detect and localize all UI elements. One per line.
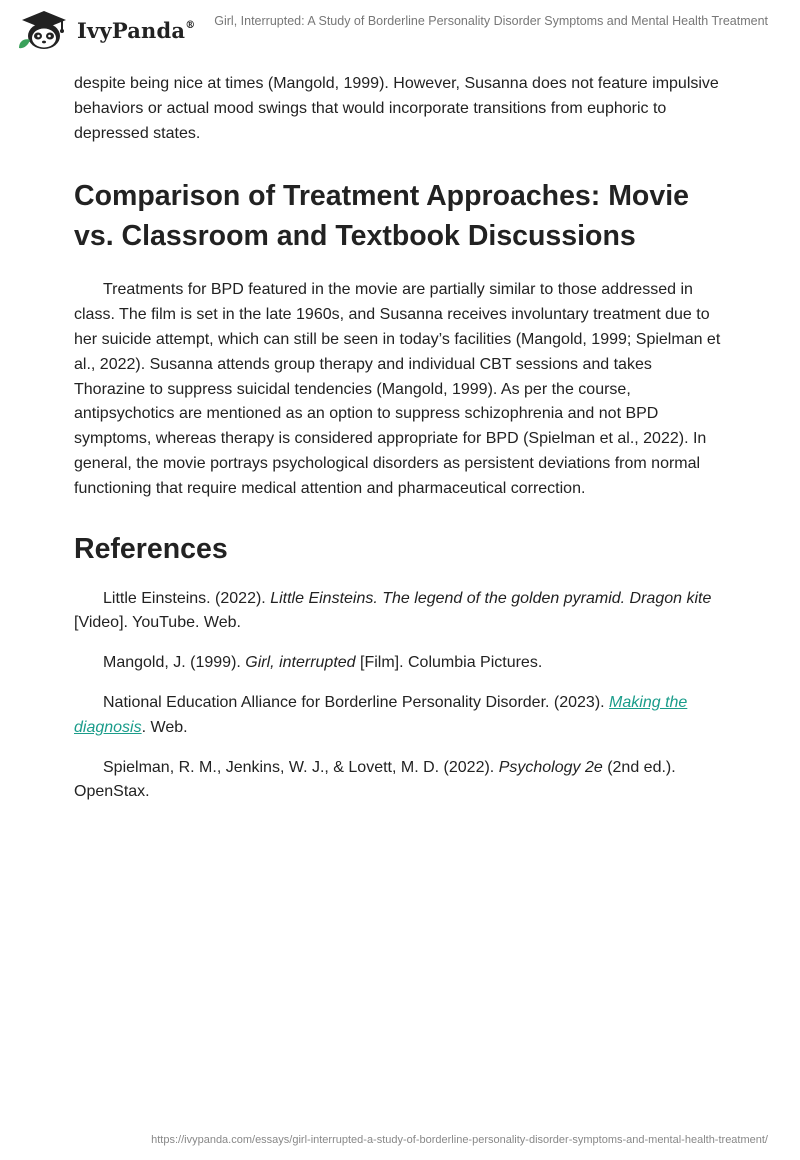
document-title: Girl, Interrupted: A Study of Borderline Personality Disorder Symptoms and Mental Health Treatment [214, 14, 768, 28]
essay-content [74, 72, 724, 820]
making-the-diagnosis-link[interactable]: Making the diagnosis [74, 693, 688, 736]
page-header [0, 0, 800, 60]
reference-item: Spielman, R. M., Jenkins, W. J., & Lovett, M. D. (2022). Psychology 2e (2nd ed.). OpenStax. [74, 758, 676, 801]
reference-title: Psychology 2e [498, 758, 603, 776]
brand-name: IvyPanda® [77, 18, 196, 43]
reference-item: Mangold, J. (1999). Girl, interrupted [Film]. Columbia Pictures. [103, 654, 543, 672]
reference-item: National Education Alliance for Borderline Personality Disorder. (2023). Making the diagnosis. Web. [74, 693, 688, 736]
panda-graduate-icon [16, 8, 72, 52]
reference-item: Little Einsteins. (2022). Little Einsteins. The legend of the golden pyramid. Dragon kite [Video]. YouTube. Web. [74, 589, 712, 632]
section-heading: Comparison of Treatment Approaches: Movie vs. Classroom and Textbook Discussions [74, 180, 689, 253]
intro-paragraph: despite being nice at times (Mangold, 1999). However, Susanna does not feature impulsive behaviors or actual mood swings that would incorporate transitions from euphoric to depressed states. [74, 75, 719, 142]
references-list [74, 587, 724, 806]
ivypanda-logo[interactable] [16, 8, 196, 52]
references-heading: References [74, 532, 228, 565]
reference-title: Little Einsteins. The legend of the golden pyramid. Dragon kite [270, 589, 712, 607]
section-paragraph: Treatments for BPD featured in the movie are partially similar to those addressed in class. The film is set in the late 1960s, and Susanna receives involuntary treatment due to her suicide attempt, which can still be seen in today’s facilities (Mangold, 1999; Spielman et al., 2022). Susanna attends group therapy and individual CBT sessions and takes Thorazine to suppress suicidal tendencies (Mangold, 1999). As per the course, antipsychotics are mentioned as an option to suppress schizophrenia and not BPD symptoms, whereas therapy is considered appropriate for BPD (Spielman et al., 2022). In general, the movie portrays psychological disorders as persistent deviations from normal functioning that require medical attention and pharmaceutical correction. [74, 281, 721, 497]
reference-title: Girl, interrupted [245, 654, 356, 672]
footer-url[interactable]: https://ivypanda.com/essays/girl-interrupted-a-study-of-borderline-personality-disorder-symptoms-and-mental-health-treatment/ [151, 1134, 768, 1146]
